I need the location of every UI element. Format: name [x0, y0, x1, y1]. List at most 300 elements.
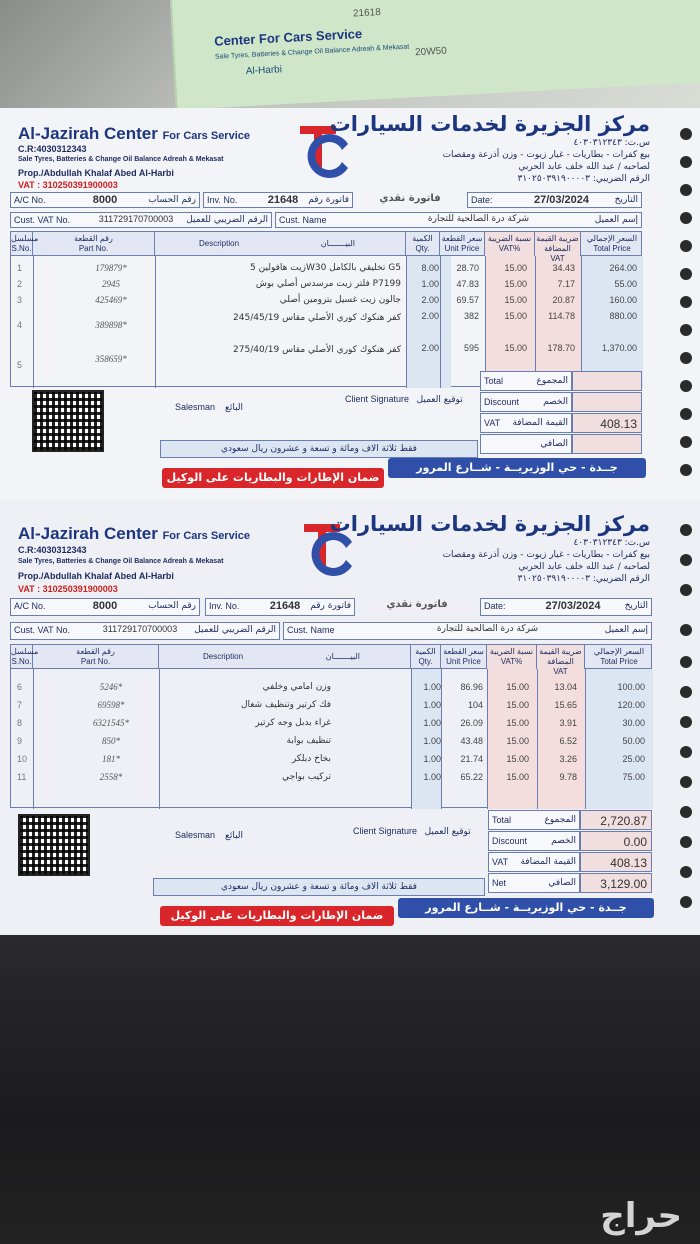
header-sn-en: S.No. — [11, 657, 32, 666]
row-vat: 9.78 — [559, 772, 577, 782]
row-unit: 43.48 — [460, 736, 483, 746]
header-total — [581, 232, 643, 256]
row-vat: 114.78 — [548, 311, 575, 321]
punch-hole — [680, 524, 692, 536]
row-total: 25.00 — [622, 754, 645, 764]
vat-value: 408.13 — [580, 852, 652, 872]
punch-hole — [680, 716, 692, 728]
cust-vat-value: 311729170700003 — [98, 214, 174, 224]
net-value — [572, 434, 642, 454]
row-vatp: 15.00 — [504, 295, 527, 305]
header-part-ar: رقم القطعة — [76, 647, 115, 656]
row-qty: 1.00 — [423, 754, 441, 764]
row-total: 100.00 — [617, 682, 645, 692]
row-vatp: 15.00 — [506, 754, 529, 764]
discount-label: Discount — [484, 397, 520, 407]
bg-doc-line: Al-Harbi — [245, 64, 283, 78]
vat-number: VAT : 310250391900003 — [18, 180, 118, 190]
row-sn: 11 — [17, 772, 27, 782]
inv-value: 21648 — [267, 194, 299, 206]
net-label-ar: الصافي — [548, 878, 576, 888]
table-row — [11, 771, 651, 786]
items-table — [10, 644, 652, 808]
total-value: 2,720.87 — [580, 810, 652, 830]
date-label-ar: التاريخ — [614, 195, 638, 205]
row-vat: 7.17 — [557, 279, 575, 289]
qr-code — [32, 390, 104, 452]
header-sn — [11, 645, 39, 669]
client-sig-en: Client Signature — [353, 826, 418, 836]
invoice-paper-bottom — [0, 500, 700, 938]
punch-hole — [680, 212, 692, 224]
row-description: فك كرتير وتنظيف شغال — [240, 700, 331, 710]
dark-fabric-background — [0, 935, 700, 1244]
cash-label: فاتورة نقدي — [379, 193, 441, 204]
owner-ar: لصاحبه / عبد الله خلف عابد الحربي — [518, 562, 650, 572]
row-description: كفر هنكوك كوري الأصلي مقاس 275/40/19 — [233, 345, 401, 355]
header-vat — [535, 232, 581, 263]
header-part-en: Part No. — [78, 244, 109, 253]
header-total-en: Total Price — [600, 657, 638, 666]
total-label-ar: المجموع — [544, 815, 576, 825]
owner-ar: لصاحبه / عبد الله خلف عابد الحربي — [518, 162, 650, 172]
header-total-ar: السعر الإجمالي — [593, 647, 645, 656]
row-part: 358659* — [95, 354, 127, 364]
row-sn: 10 — [17, 754, 28, 764]
punch-hole — [680, 686, 692, 698]
net-value: 3,129.00 — [580, 873, 652, 893]
header-part-en: Part No. — [80, 657, 111, 666]
row-unit: 104 — [467, 700, 483, 710]
punch-hole — [680, 380, 692, 392]
cr-number: C.R:4030312343 — [18, 144, 87, 154]
total-label-cell — [480, 371, 572, 391]
qr-code — [18, 814, 90, 876]
cust-name-label-ar: إسم العميل — [604, 625, 648, 635]
inv-value: 21648 — [269, 600, 301, 612]
row-part: 2945 — [102, 279, 120, 289]
punch-hole — [680, 128, 692, 140]
date-field — [480, 598, 652, 616]
table-row — [11, 310, 641, 340]
inv-label-ar: فاتورة رقم — [308, 195, 349, 205]
date-label: Date: — [471, 195, 493, 205]
header-sn-ar: مسلسل — [11, 234, 39, 243]
client-sig-en: Client Signature — [345, 394, 410, 404]
row-vatp: 15.00 — [506, 682, 529, 692]
row-total: 30.00 — [622, 718, 645, 728]
cust-vat-label: Cust. VAT No. — [14, 215, 71, 225]
amount-in-words: فقط ثلاثة الاف ومائة و تسعة و عشرون ريال سعودي — [153, 878, 485, 896]
row-part: 69598* — [97, 700, 125, 710]
cr-number: C.R:4030312343 — [18, 545, 87, 555]
row-unit: 47.83 — [456, 279, 479, 289]
cash-label: فاتورة نقدي — [386, 599, 448, 610]
header-vat — [537, 645, 585, 676]
row-part: 5246* — [99, 682, 123, 692]
header-total — [585, 645, 653, 669]
header-unit-price — [441, 645, 487, 669]
salesman-label — [175, 830, 243, 841]
inv-label: Inv. No. — [209, 601, 240, 611]
row-total: 50.00 — [622, 736, 645, 746]
address-band: جــدة - حي الوزيريــة - شــارع المرور — [398, 898, 654, 918]
header-desc-ar: البيـــــــان — [320, 239, 355, 248]
date-label-ar: التاريخ — [624, 601, 648, 611]
header-vat-percent — [487, 645, 537, 669]
cust-vat-value: 311729170700003 — [102, 624, 178, 634]
total-label-cell — [488, 810, 580, 830]
header-vat-ar: ضريبة القيمة المضافة — [536, 234, 579, 253]
row-description: غراء بدبل وجه كرتير — [255, 718, 331, 728]
row-unit: 595 — [463, 343, 479, 353]
discount-value — [572, 392, 642, 412]
discount-value: 0.00 — [580, 831, 652, 851]
punch-hole — [680, 624, 692, 636]
row-sn: 7 — [17, 700, 23, 710]
services-ar: بيع كفرات - بطاريات - غيار زيوت - وزن أذرعة ومقصات — [442, 550, 650, 560]
total-label: Total — [492, 815, 512, 825]
net-label-ar: الصافي — [540, 439, 568, 449]
inv-label: Inv. No. — [207, 195, 238, 205]
vat-label-cell — [488, 852, 580, 872]
header-unit-price — [440, 232, 485, 256]
date-value: 27/03/2024 — [545, 600, 601, 612]
punch-hole — [680, 656, 692, 668]
account-number-field — [10, 598, 200, 616]
table-header — [11, 645, 651, 676]
row-total: 264.00 — [609, 263, 637, 273]
row-qty: 8.00 — [421, 263, 439, 273]
row-sn: 5 — [17, 360, 23, 370]
customer-vat-field — [10, 622, 280, 640]
cr-number-ar: س.ت: ٤٠٣٠٣١٢٣٤٣ — [573, 138, 650, 148]
punch-hole — [680, 324, 692, 336]
row-qty: 1.00 — [423, 700, 441, 710]
haraj-watermark: حراج — [600, 1196, 682, 1236]
header-unit-en: Unit Price — [446, 657, 481, 666]
row-qty: 1.00 — [423, 682, 441, 692]
inv-label-ar: فاتورة رقم — [310, 601, 351, 611]
table-row — [11, 717, 651, 732]
vat-number-ar: الرقم الضريبي: ٣١٠٢٥٠٣٩١٩٠٠٠٠٣ — [517, 174, 650, 184]
vat-number: VAT : 310250391900003 — [18, 584, 118, 594]
table-header — [11, 232, 641, 263]
row-part: 2558* — [99, 772, 123, 782]
punch-hole — [680, 240, 692, 252]
table-row — [11, 342, 641, 372]
punch-hole — [680, 584, 692, 596]
row-qty: 1.00 — [423, 736, 441, 746]
date-label: Date: — [484, 601, 506, 611]
row-vat: 13.04 — [554, 682, 577, 692]
cust-name-label: Cust. Name — [287, 625, 335, 635]
header-desc-ar: البيـــــــان — [325, 652, 360, 661]
vat-number-ar: الرقم الضريبي: ٣١٠٢٥٠٣٩١٩٠٠٠٠٣ — [517, 574, 650, 584]
company-name-en: Al-Jazirah Center For Cars Service — [18, 124, 250, 143]
table-row — [11, 681, 651, 696]
bg-doc-line: Sale Tyres, Batteries & Change Oil Balance Adreah & Mekasat — [214, 43, 410, 61]
header-part — [33, 232, 155, 256]
services-en: Sale Tyres, Batteries & Change Oil Balance Adreah & Mekasat — [18, 156, 224, 163]
proprietor: Prop./Abdullah Khalaf Abed Al-Harbi — [18, 168, 174, 178]
table-row — [11, 753, 651, 768]
header-vat-en: VAT — [550, 254, 565, 263]
row-vat: 34.43 — [552, 263, 575, 273]
punch-hole — [680, 806, 692, 818]
bg-doc-number: 21618 — [352, 6, 382, 20]
address-band: جــدة - حي الوزيريــة - شــارع المرور — [388, 458, 646, 478]
ac-value: 8000 — [92, 600, 118, 612]
cust-vat-label-ar: الرقم الضريبي للعميل — [194, 625, 276, 635]
row-description: كفر هنكوك كوري الأصلي مقاس 245/45/19 — [233, 313, 401, 323]
header-part-ar: رقم القطعة — [74, 234, 113, 243]
cust-name-value: شركة درة الصالحية للتجارة — [427, 214, 530, 224]
row-vatp: 15.00 — [504, 263, 527, 273]
punch-hole — [680, 896, 692, 908]
table-row — [11, 278, 641, 293]
row-qty: 1.00 — [423, 718, 441, 728]
header-unit-ar: سعر القطعة — [441, 234, 483, 243]
punch-hole — [680, 554, 692, 566]
row-unit: 69.57 — [456, 295, 479, 305]
header-sn — [11, 232, 39, 256]
account-number-field — [10, 192, 200, 208]
tractor-holes — [670, 500, 700, 938]
salesman-en: Salesman — [175, 830, 216, 840]
cust-vat-label: Cust. VAT No. — [14, 625, 71, 635]
net-label: Net — [492, 878, 507, 888]
net-label-cell — [488, 873, 580, 893]
row-vatp: 15.00 — [506, 736, 529, 746]
row-sn: 9 — [17, 736, 23, 746]
row-sn: 1 — [17, 263, 23, 273]
warranty-band: ضمان الإطارات والبطاريات على الوكيل — [162, 468, 384, 488]
items-table — [10, 231, 642, 387]
header-unit-ar: سعر القطعة — [443, 647, 484, 656]
cr-number-ar: س.ت: ٤٠٣٠٣١٢٣٤٣ — [573, 538, 650, 548]
total-label: Total — [484, 376, 504, 386]
row-vat: 178.70 — [547, 343, 575, 353]
header-description — [159, 645, 411, 669]
discount-label: Discount — [492, 836, 528, 846]
salesman-ar: البائع — [225, 831, 244, 841]
row-sn: 2 — [17, 279, 23, 289]
row-sn: 3 — [17, 295, 23, 305]
ac-value: 8000 — [92, 194, 118, 206]
header-desc-en: Description — [203, 652, 244, 661]
vat-label: VAT — [484, 418, 501, 428]
punch-hole — [680, 352, 692, 364]
invoice-number-field — [205, 598, 355, 616]
punch-hole — [680, 184, 692, 196]
row-qty: 2.00 — [421, 311, 439, 321]
row-vat: 3.91 — [559, 718, 577, 728]
header-vatp-en: VAT% — [500, 657, 523, 666]
header-vatp-en: VAT% — [498, 244, 521, 253]
vat-label-cell — [480, 413, 572, 433]
row-sn: 4 — [17, 320, 23, 330]
warranty-band: ضمان الإطارات والبطاريات على الوكيل — [160, 906, 394, 926]
row-unit: 21.74 — [460, 754, 483, 764]
punch-hole — [680, 464, 692, 476]
cust-name-label-ar: إسم العميل — [594, 215, 638, 225]
customer-name-field — [275, 212, 642, 228]
cust-name-value: شركة درة الصالحية للتجارة — [436, 624, 539, 634]
cust-name-label: Cust. Name — [279, 215, 327, 225]
cash-invoice-field — [356, 192, 464, 208]
row-qty: 2.00 — [421, 295, 439, 305]
company-name-ar: مركز الجزيرة لخدمات السيارات — [329, 512, 650, 536]
salesman-label — [175, 402, 243, 413]
row-sn: 6 — [17, 682, 23, 692]
row-total: 1,370.00 — [601, 343, 637, 353]
header-vat-ar: ضريبة القيمة المضافة — [539, 647, 582, 666]
table-row — [11, 262, 641, 277]
cust-vat-label-ar: الرقم الضريبي للعميل — [186, 215, 268, 225]
row-total: 880.00 — [609, 311, 637, 321]
header-vatp-ar: نسبة الضريبة — [487, 234, 532, 243]
header-unit-en: Unit Price — [444, 244, 480, 253]
row-vat: 6.52 — [559, 736, 577, 746]
row-description: وزن امامي وخلفي — [262, 682, 331, 692]
ac-label-ar: رقم الحساب — [148, 195, 196, 205]
invoice-number-field — [203, 192, 353, 208]
header-qty — [411, 645, 441, 669]
discount-label-ar: الخصم — [551, 836, 576, 846]
discount-label-ar: الخصم — [543, 397, 568, 407]
header-qty-ar: الكمية — [415, 647, 436, 656]
row-vat: 15.65 — [554, 700, 577, 710]
ac-label-ar: رقم الحساب — [148, 601, 196, 611]
row-vatp: 15.00 — [504, 279, 527, 289]
invoice — [10, 108, 658, 500]
header-description — [155, 232, 406, 256]
punch-hole — [680, 436, 692, 448]
punch-hole — [680, 866, 692, 878]
company-name-en: Al-Jazirah Center For Cars Service — [18, 524, 250, 543]
header-part — [33, 645, 159, 669]
header-sn-en: S.No. — [11, 244, 32, 253]
row-qty: 1.00 — [423, 772, 441, 782]
net-label-cell — [480, 434, 572, 454]
punch-hole — [680, 836, 692, 848]
row-sn: 8 — [17, 718, 23, 728]
row-qty: 1.00 — [421, 279, 439, 289]
row-vat: 20.87 — [552, 295, 575, 305]
ac-label: A/C No. — [14, 601, 46, 611]
header-total-ar: السعر الإجمالي — [586, 234, 638, 243]
customer-vat-field — [10, 212, 272, 228]
row-vat: 3.26 — [559, 754, 577, 764]
row-vatp: 15.00 — [506, 718, 529, 728]
row-description: فلتر زيت مرسدس أصلي بوش P7199 — [255, 279, 401, 289]
row-part: 179879* — [95, 263, 127, 273]
punch-hole — [680, 296, 692, 308]
salesman-en: Salesman — [175, 402, 216, 412]
row-vatp: 15.00 — [506, 772, 529, 782]
row-qty: 2.00 — [421, 343, 439, 353]
row-unit: 28.70 — [456, 263, 479, 273]
services-en: Sale Tyres, Batteries & Change Oil Balance Adreah & Mekasat — [18, 558, 224, 565]
row-total: 75.00 — [622, 772, 645, 782]
tractor-holes — [670, 108, 700, 500]
amount-in-words: فقط ثلاثة الاف ومائة و تسعة و عشرون ريال سعودي — [160, 440, 478, 458]
ac-label: A/C No. — [14, 195, 46, 205]
vat-value: 408.13 — [572, 413, 642, 433]
punch-hole — [680, 746, 692, 758]
total-value — [572, 371, 642, 391]
row-description: تنظيف بوابة — [286, 736, 331, 746]
header-sn-ar: مسلسل — [11, 647, 39, 656]
row-unit: 65.22 — [460, 772, 483, 782]
row-part: 425469* — [95, 295, 127, 305]
header-qty-ar: الكمية — [412, 234, 433, 243]
table-row — [11, 294, 641, 309]
row-unit: 86.96 — [460, 682, 483, 692]
client-sig-ar: توقيع العميل — [424, 827, 471, 837]
header-vat-percent — [485, 232, 535, 256]
proprietor: Prop./Abdullah Khalaf Abed Al-Harbi — [18, 571, 174, 581]
salesman-ar: البائع — [225, 403, 244, 413]
header-total-en: Total Price — [593, 244, 631, 253]
row-total: 55.00 — [614, 279, 637, 289]
row-description: تركيب بواجي — [282, 772, 331, 782]
header-desc-en: Description — [199, 239, 240, 248]
row-part: 389898* — [95, 320, 127, 330]
table-row — [11, 735, 651, 750]
header-vat-en: VAT — [553, 667, 568, 676]
date-value: 27/03/2024 — [533, 194, 590, 206]
header-qty — [406, 232, 440, 256]
vat-label-ar: القيمة المضافة — [512, 418, 568, 428]
row-part: 850* — [102, 736, 120, 746]
punch-hole — [680, 268, 692, 280]
client-sig-ar: توقيع العميل — [416, 395, 463, 405]
row-description: زيت هافولين 5W30 تخليقي بالكامل G5 — [250, 263, 401, 273]
table-row — [11, 699, 651, 714]
row-unit: 382 — [463, 311, 479, 321]
punch-hole — [680, 776, 692, 788]
cash-invoice-field — [358, 598, 476, 616]
row-description: جالون زيت غسيل بترومين أصلي — [279, 295, 401, 305]
row-vatp: 15.00 — [504, 343, 527, 353]
client-signature-label — [353, 826, 471, 837]
company-name-ar: مركز الجزيرة لخدمات السيارات — [329, 112, 650, 136]
row-vatp: 15.00 — [506, 700, 529, 710]
header-vatp-ar: نسبة الضريبة — [489, 647, 534, 656]
punch-hole — [680, 408, 692, 420]
row-total: 120.00 — [617, 700, 645, 710]
header-qty-en: Qty. — [418, 657, 433, 666]
vat-label-ar: القيمة المضافة — [520, 857, 576, 867]
client-signature-label — [345, 394, 463, 405]
row-vatp: 15.00 — [504, 311, 527, 321]
row-description: بخاخ دبلكر — [291, 754, 331, 764]
row-part: 181* — [102, 754, 120, 764]
row-total: 160.00 — [609, 295, 637, 305]
bg-doc-title: Center For Cars Service — [213, 26, 363, 49]
vat-label: VAT — [492, 857, 509, 867]
services-ar: بيع كفرات - بطاريات - غيار زيوت - وزن أذرعة ومقصات — [442, 150, 650, 160]
date-field — [467, 192, 642, 208]
punch-hole — [680, 156, 692, 168]
row-part: 6321545* — [93, 718, 129, 728]
customer-name-field — [283, 622, 652, 640]
discount-label-cell — [480, 392, 572, 412]
invoice — [10, 512, 658, 932]
invoice-paper-top — [0, 108, 700, 500]
